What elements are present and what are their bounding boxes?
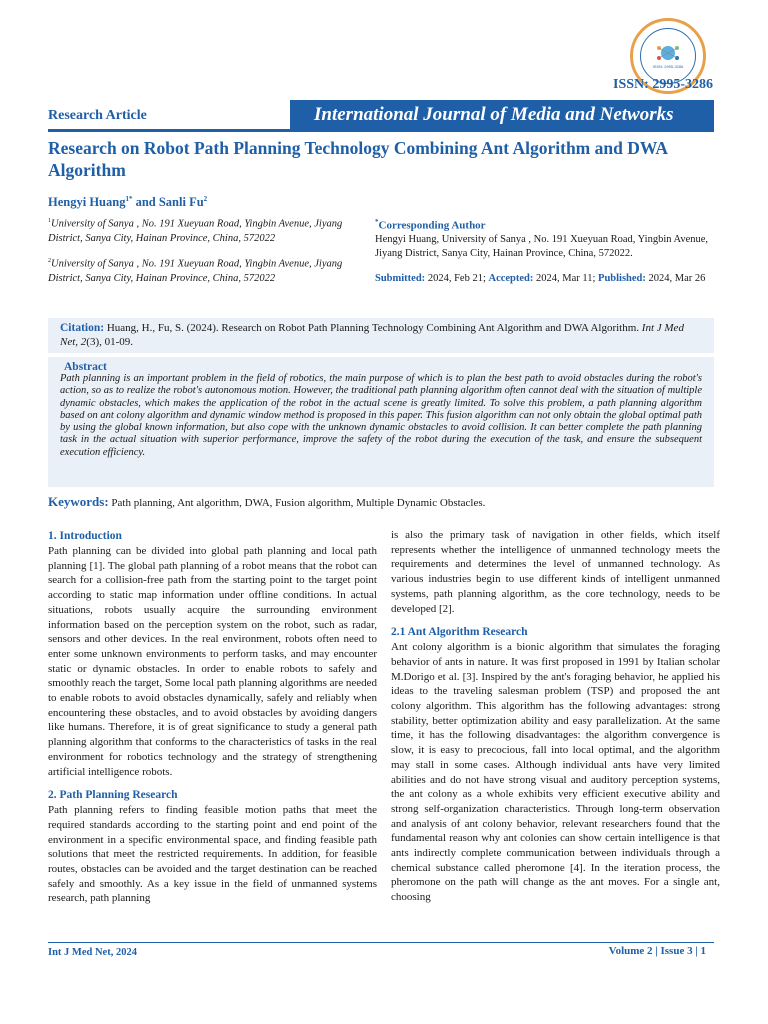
logo-inner-ring: [640, 28, 696, 84]
published-date: 2024, Mar 26: [645, 273, 706, 284]
journal-name-banner: International Journal of Media and Networks: [290, 100, 714, 129]
author-conjunction: and: [132, 195, 159, 210]
corresponding-author-text: Hengyi Huang, University of Sanya , No. 191 Xueyuan Road, Yingbin Avenue, Jiyang District, Sanya City, Hainan Province, China, 572022.: [375, 233, 709, 259]
author-2-sup: 2: [203, 195, 208, 203]
section-heading-path-planning: 2. Path Planning Research: [48, 789, 178, 802]
globe-network-icon: [655, 44, 681, 62]
citation-label: Citation:: [60, 322, 105, 334]
paragraph-introduction: Path planning can be divided into global path planning and local path planning [1]. The global path planning of a robot means that the robot can search for a collision-free path from the starting point to the target point according to static map information under offline conditions. In actual situations, robots usually acquire the surrounding environment information based on the perception system on the robot, such as radar, sensors and other devices. In the real environment, robots often need to enter some unknown environments to perform tasks, and may encounter static or dynamic obstacles. In order to enable robots to safely and smoothly reach the target, Some local path planning algorithms are needed to enable robots to avoid obstacles dynamically, safely and reliably when encountering these obstacles, and to avoid obstacles by avoiding dangers like humans. Therefore, it is of great significance to study a general path planning algorithm that conforms to the characteristics of tasks in the real environment for robotics technology and the strategy of strengthening artificial intelligence robots.: [48, 545, 377, 778]
corresponding-author: [375, 215, 725, 261]
section-heading-introduction: 1. Introduction: [48, 530, 122, 542]
footer-volume-page: Volume 2 | Issue 3 | 1: [608, 945, 706, 957]
affiliation-2: [48, 254, 368, 286]
paragraph-path-planning-cont: is also the primary task of navigation in other fields, which itself represents whether the intelligence of unmanned technology meets the requirements and determines the level of unmanned technology. As various industries begin to use different kinds of intelligent unmanned systems, path planning algorithm, as the core technology, needs to be developed [2].: [391, 529, 720, 615]
citation-issue: (3), 01-09.: [86, 336, 134, 348]
author-1[interactable]: Hengyi Huang: [48, 195, 126, 210]
issn-number: ISSN: 2995-3286: [613, 77, 713, 92]
submitted-date: 2024, Feb 21;: [425, 273, 489, 284]
keywords: [48, 494, 485, 510]
affiliation-2-sup: 2: [48, 258, 51, 264]
affiliation-1-sup: 1: [48, 218, 51, 224]
accepted-label: Accepted:: [488, 273, 534, 284]
body-column-left: [48, 528, 377, 914]
affiliation-1-text: University of Sanya , No. 191 Xueyuan Road, Yingbin Avenue, Jiyang District, Sanya City, Hainan Province, China, 572022: [48, 218, 343, 244]
published-label: Published:: [598, 273, 646, 284]
header-bar: [48, 100, 714, 132]
accepted-date: 2024, Mar 11;: [533, 273, 599, 284]
section-heading-ant-algorithm: 2.1 Ant Algorithm Research: [391, 626, 528, 639]
abstract-title: Abstract: [64, 361, 107, 373]
submitted-label: Submitted:: [375, 273, 426, 284]
footer-journal-citation: Int J Med Net, 2024: [48, 947, 137, 958]
affiliation-1: [48, 214, 368, 246]
article-title: Research on Robot Path Planning Technology Combining Ant Algorithm and DWA Algorithm: [48, 138, 668, 180]
author-1-sup: 1*: [125, 195, 133, 203]
abstract-text: Path planning is an important problem in the field of robotics, the main purpose of which is to plan the best path to avoid obstacles during the robot's action, so as to realize the robot's autonomous motion. However, the traditional path planning algorithm often cannot deal with the situation of multiple dynamic obstacles, which makes the application of the robot in the actual scene is greatly limited. To solve this problem, a path planning algorithm based on ant colony algorithm and dynamic window method is proposed in this paper. This fusion algorithm can not only obtain the global optimal path by using the global known information, but also cope with the unknown dynamic obstacles to avoid collision. It can better complete the path planning task in the actual situation with superior performance, improve the safety of the robot during the execution of the task, and ensure the subsequent execution efficiency.: [60, 373, 702, 458]
citation-box: [48, 318, 714, 353]
publication-dates: [375, 273, 705, 284]
corresponding-author-label: [375, 215, 725, 233]
abstract-box: [48, 357, 714, 487]
corresponding-asterisk: *: [375, 218, 379, 226]
footer-divider: [48, 942, 714, 943]
body-column-right: [391, 528, 720, 913]
keywords-label: Keywords:: [48, 494, 109, 509]
paragraph-ant-algorithm: Ant colony algorithm is a bionic algorithm that simulates the foraging behavior of ants in nature. It was first proposed in 1991 by Italian scholar M.Dorigo et al. [3]. Inspired by the ant's foraging behavior, he applied his ideas to the traveling salesman problem (TSP) and proposed the ant colony algorithm. This algorithm has the following advantages: strong stability, better optimization ability and easy parallelization. At the same time, it has the following disadvantages: the algorithm convergence is slow, it is easy to precocious, fall into local optimal, and the algorithm may stall in some cases. Although individual ants have very limited abilities and do not have strong visual and auditory perception systems, the ant colony as a whole exhibits very efficient executive ability and strong self-organization characteristics. Through long-term observation and analysis of ant colony behavior, relevant researchers found that the fundamental reason why ant colonies can show certain intelligence is that ants indirectly complete communication between individuals through a chemical substance called pheromone [4]. In the iteration process, the pheromone on the path will change as the ant moves. For a single ant, choosing: [391, 641, 720, 904]
author-list: [48, 195, 207, 210]
logo-issn-text: ISSN: 2995-3286: [652, 63, 684, 69]
citation-text: Huang, H., Fu, S. (2024). Research on Robot Path Planning Technology Combining Ant Algorithm and DWA Algorithm.: [104, 322, 642, 334]
author-2[interactable]: Sanli Fu: [158, 195, 204, 210]
header-divider: [48, 129, 714, 132]
affiliation-2-text: University of Sanya , No. 191 Xueyuan Road, Yingbin Avenue, Jiyang District, Sanya City, Hainan Province, China, 572022: [48, 258, 343, 284]
keywords-text: Path planning, Ant algorithm, DWA, Fusion algorithm, Multiple Dynamic Obstacles.: [108, 497, 486, 509]
article-type-label: Research Article: [48, 108, 147, 123]
citation-journal: Int J Med Net, 2: [60, 322, 684, 348]
corresponding-label-text: Corresponding Author: [378, 219, 486, 232]
paragraph-path-planning: Path planning refers to finding feasible motion paths that meet the required standards according to the starting point and end point of the environment in a specific environmental space, and finding feasible path solutions that meet the restricted requirements. In addition, for feasible routes, obstacles can be avoided and the target destination can be reached safely and smoothly. As a key issue in the field of unmanned systems research, path planning: [48, 804, 377, 905]
